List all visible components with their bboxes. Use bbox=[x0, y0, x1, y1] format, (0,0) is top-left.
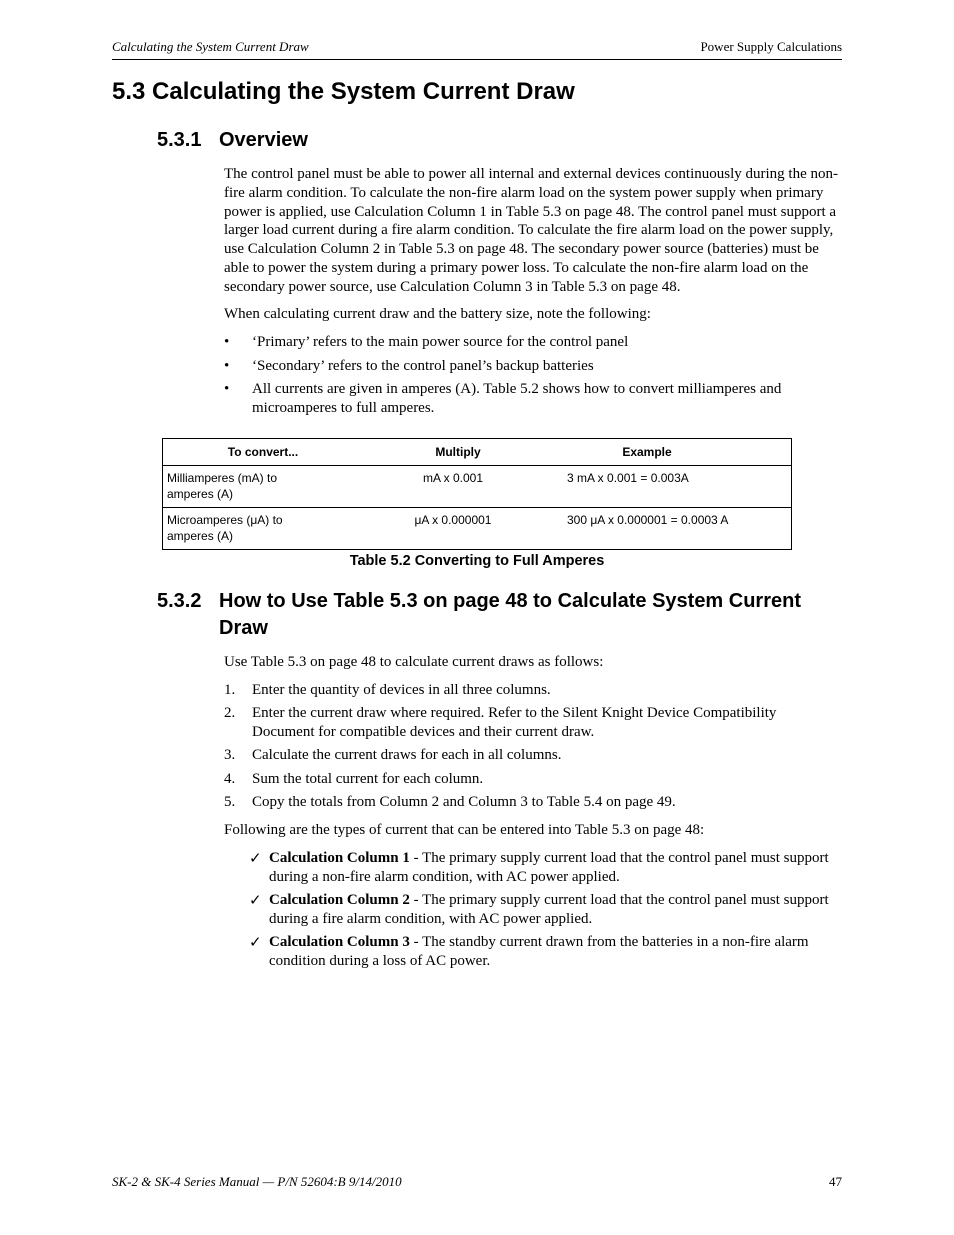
running-header-section: Power Supply Calculations bbox=[700, 39, 842, 54]
table-header-cell: Multiply bbox=[353, 439, 563, 466]
section-title: 5.3 Calculating the System Current Draw bbox=[112, 78, 575, 105]
check-item-text: - The primary supply current load that the control panel must support during a non-fire alarm condition, with AC power applied. bbox=[269, 850, 829, 885]
bullet-text: ‘Primary’ refers to the main power source for the control panel bbox=[252, 334, 629, 350]
header-rule bbox=[112, 59, 842, 60]
checkmark-icon: ✓ bbox=[249, 849, 262, 867]
howto-heading-text: How to Use Table 5.3 on page 48 to Calculate System Current Draw bbox=[219, 590, 802, 639]
checkmark-icon: ✓ bbox=[249, 891, 262, 909]
table-row bbox=[163, 508, 792, 550]
overview-heading-number: 5.3.1 bbox=[157, 129, 202, 151]
bullet-text: ‘Secondary’ refers to the control panel’s backup batteries bbox=[252, 358, 594, 374]
bullet-mark: • bbox=[224, 381, 230, 397]
howto-intro-paragraph: Use Table 5.3 on page 48 to calculate current draws as follows: bbox=[224, 654, 604, 670]
bullet-mark: • bbox=[224, 358, 230, 374]
bullet-mark: • bbox=[224, 334, 230, 350]
table-cell: Microamperes (μA) to amperes (A) bbox=[163, 508, 354, 550]
check-item-label: Calculation Column 3 bbox=[269, 934, 410, 950]
footer-manual-info: SK-2 & SK-4 Series Manual — P/N 52604:B 9/14/2010 bbox=[112, 1174, 402, 1189]
note-intro-paragraph: When calculating current draw and the battery size, note the following: bbox=[224, 306, 651, 322]
check-item-label: Calculation Column 2 bbox=[269, 892, 410, 908]
step-text: Calculate the current draws for each in all columns. bbox=[252, 747, 562, 763]
table-header-row bbox=[163, 439, 792, 466]
step-number: 2. bbox=[224, 705, 236, 721]
running-header-chapter: Calculating the System Current Draw bbox=[112, 39, 309, 54]
check-item-text: - The standby current drawn from the batteries in a non-fire alarm condition during a loss of AC power. bbox=[269, 934, 809, 969]
step-number: 3. bbox=[224, 747, 236, 763]
step-text: Enter the current draw where required. Refer to the Silent Knight Device Compatibility Document for compatible devices and their current draw. bbox=[252, 705, 777, 740]
table-caption: Table 5.2 Converting to Full Amperes bbox=[349, 553, 605, 569]
step-text: Copy the totals from Column 2 and Column 3 to Table 5.4 on page 49. bbox=[252, 794, 676, 810]
step-text: Enter the quantity of devices in all three columns. bbox=[252, 682, 551, 698]
table-cell: μA x 0.000001 bbox=[353, 508, 563, 550]
bullet-text: All currents are given in amperes (A). Table 5.2 shows how to convert milliamperes and microamperes to full amperes. bbox=[252, 381, 782, 416]
checkmark-icon: ✓ bbox=[249, 933, 262, 951]
table-cell: 3 mA x 0.001 = 0.003A bbox=[563, 466, 792, 508]
step-number: 1. bbox=[224, 682, 236, 698]
check-item-text: - The primary supply current load that the control panel must support during a fire alarm condition, with AC power applied. bbox=[269, 892, 829, 927]
conversion-table bbox=[162, 438, 792, 550]
overview-paragraph: The control panel must be able to power all internal and external devices continuously during the non-fire alarm condition. To calculate the non-fire alarm load on the system power supply when primary power is applied, use Calculation Column 1 in Table 5.3 on page 48. The control panel must support a larger load current during a fire alarm condition. To calculate the fire alarm load on the power supply, use Calculation Column 2 in Table 5.3 on page 48. The secondary power source (batteries) must be able to power the system during a primary power loss. To calculate the non-fire alarm load on the secondary power source, use Calculation Column 3 in Table 5.3 on page 48. bbox=[224, 166, 838, 295]
table-header-cell: To convert... bbox=[163, 439, 354, 466]
step-number: 5. bbox=[224, 794, 236, 810]
step-number: 4. bbox=[224, 771, 236, 787]
table-header-cell: Example bbox=[563, 439, 792, 466]
overview-heading-text: Overview bbox=[219, 129, 308, 151]
howto-heading-number: 5.3.2 bbox=[157, 590, 202, 612]
table-row bbox=[163, 466, 792, 508]
page-number: 47 bbox=[829, 1174, 842, 1189]
current-types-intro: Following are the types of current that can be entered into Table 5.3 on page 48: bbox=[224, 822, 705, 838]
table-cell: mA x 0.001 bbox=[353, 466, 563, 508]
table-cell: 300 μA x 0.000001 = 0.0003 A bbox=[563, 508, 792, 550]
step-text: Sum the total current for each column. bbox=[252, 771, 484, 787]
check-item-label: Calculation Column 1 bbox=[269, 850, 410, 866]
table-cell: Milliamperes (mA) to amperes (A) bbox=[163, 466, 354, 508]
